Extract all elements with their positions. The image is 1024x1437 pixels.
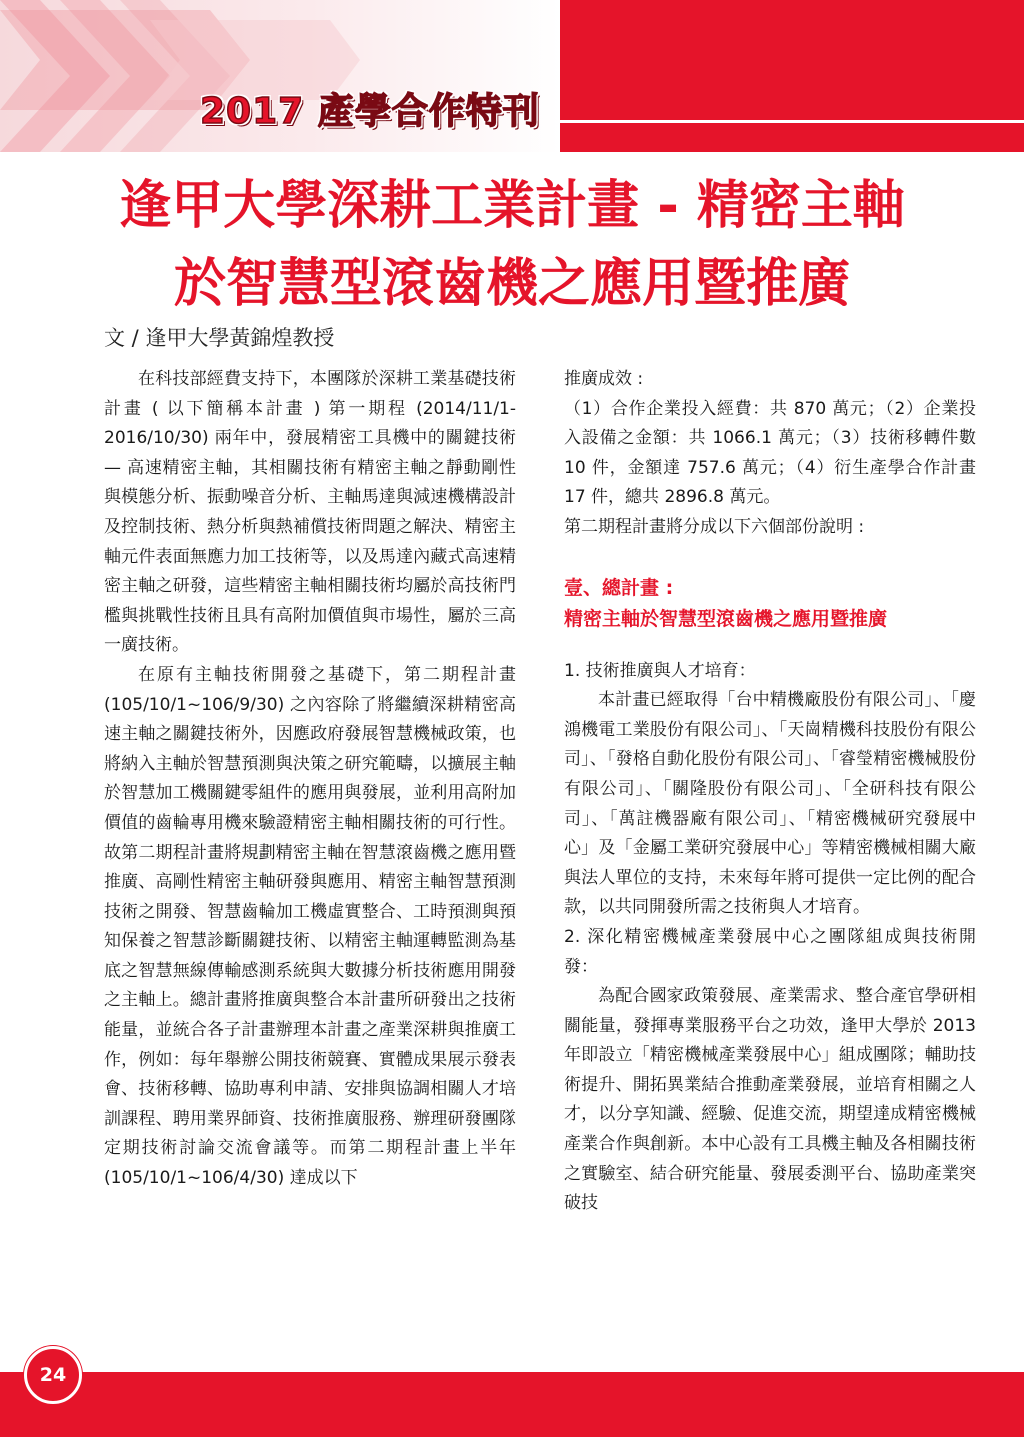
issue-title: 2017 產學合作特刊 [200,91,540,132]
results-text: （1）合作企業投入經費：共 870 萬元；（2）企業投入設備之金額：共 1066.1 萬元；（3）技術移轉件數 10 件，金額達 757.6 萬元；（4）衍生產學合作計畫 17 件，總共 2896.8 萬元。 [564,398,976,508]
results-intro: 推廣成效 : [564,369,644,389]
left-column [104,365,516,1194]
article-title-line-2: 於智慧型滾齒機之應用暨推廣 [173,254,850,314]
section-title-line-1: 壹、總計畫 : [564,576,674,599]
left-paragraph-1: 在科技部經費支持下，本團隊於深耕工業基礎技術計畫 ( 以下簡稱本計畫 ) 第一期程 (2014/11/1-2016/10/30) 兩年中，發展精密工具機中的關鍵技術 — 高速精密主軸，其相關技術有精密主軸之靜動剛性與模態分析、振動噪音分析、主軸馬達與減速機構設計及控制技術、熱分析與熱補償技術問題之解決、精密主軸元件表面無應力加工技術等，以及馬達內藏式高速精密主軸之研發，這些精密主軸相關技術均屬於高技術門檻與挑戰性技術且具有高附加價值與市場性，屬於三高一廣技術。 [104,369,516,656]
section-title-line-2: 精密主軸於智慧型滾齒機之應用暨推廣 [564,607,888,630]
byline: 文 / 逢甲大學黃錦煌教授 [104,326,335,350]
phase-note: 第二期程計畫將分成以下六個部份說明 : [564,516,865,537]
item-1-body: 本計畫已經取得「台中精機廠股份有限公司」、「慶鴻機電工業股份有限公司」、「天崗精機科技股份有限公司」、「發格自動化股份有限公司」、「睿瑩精密機械股份有限公司」、「關隆股份有限公司」、「全研科技有限公司」、「萬註機器廠有限公司」、「精密機械研究發展中心」及「金屬工業研究發展中心」等精密機械相關大廠與法人單位的支持，未來每年將可提供一定比例的配合款，以共同開發所需之技術與人才培育。 [564,690,976,918]
article-title-line-1: 逢甲大學深耕工業計畫 - 精密主軸 [119,176,905,236]
footer-band [0,1372,1024,1437]
page-number-badge: 24 [24,1346,82,1404]
item-1-heading: 1. 技術推廣與人才培育： [564,660,756,681]
item-2-body: 為配合國家政策發展、產業需求、整合產官學研相關能量，發揮專業服務平台之功效，逢甲大學於 2013 年即設立「精密機械產業發展中心」組成團隊；輔助技術提升、開拓異業結合推動產業發展，並培育相關之人才，以分享知識、經驗、促進交流，期望達成精密機械產業合作與創新。本中心設有工具機主軸及各相關技術之實驗室、結合研究能量、發展委測平台、協助產業突破技 [564,986,976,1214]
header-rule [560,120,1024,123]
right-column [564,365,976,1219]
left-paragraph-2: 在原有主軸技術開發之基礎下，第二期程計畫 (105/10/1~106/9/30) 之內容除了將繼續深耕精密高速主軸之關鍵技術外，因應政府發展智慧機械政策，也將納入主軸於智慧預測與決策之研究範疇，以擴展主軸於智慧加工機關鍵零組件的應用與發展，並利用高附加價值的齒輪專用機來驗證精密主軸相關技術的可行性。故第二期程計畫將規劃精密主軸在智慧滾齒機之應用暨推廣、高剛性精密主軸研發與應用、精密主軸智慧預測技術之開發、智慧齒輪加工機虛實整合、工時預測與預知保養之智慧診斷關鍵技術、以精密主軸運轉監測為基底之智慧無線傳輸感測系統與大數據分析技術應用開發之主軸上。總計畫將推廣與整合本計畫所研發出之技術能量，並統合各子計畫辦理本計畫之產業深耕與推廣工作，例如：每年舉辦公開技術競賽、實體成果展示發表會、技術移轉、協助專利申請、安排與協調相關人才培訓課程、聘用業界師資、技術推廣服務、辦理研發團隊定期技術討論交流會議等。而第二期程計畫上半年 (105/10/1~106/4/30) 達成以下 [104,664,516,1189]
item-2-heading: 2. 深化精密機械產業發展中心之團隊組成與技術開發： [564,926,976,977]
